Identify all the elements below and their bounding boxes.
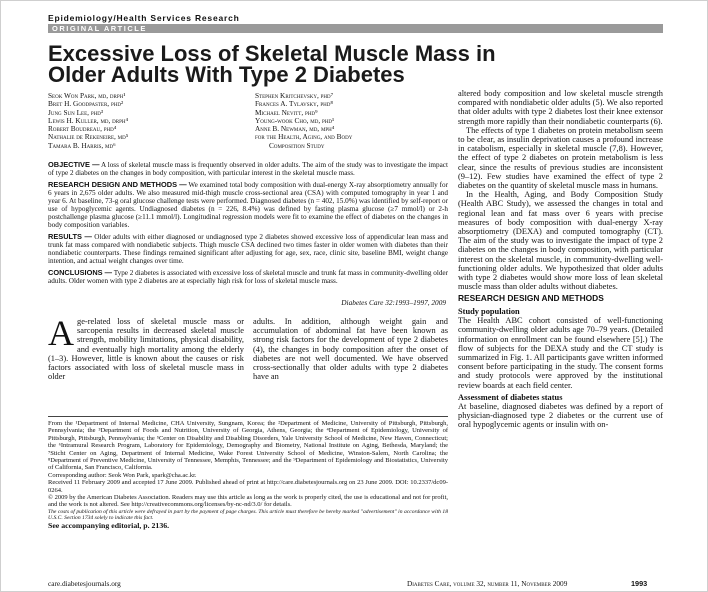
abstract-text: A loss of skeletal muscle mass is frequently observed in older adults. The aim of the study was to investigate the impact of type 2 diabetes on the changes in body composition, with particular interest in the skeletal muscle mass. [48,161,448,177]
article-type-bar [48,24,663,33]
journal-section-header: Epidemiology/Health Services Research [48,13,240,23]
footnotes [48,420,448,529]
paragraph: altered body composition and low skeletal muscle strength compared with nondiabetic older adults (5). We also reported that older adults with type 2 diabetes lost their knee extensor strength more rapidly than their nondiabetic counterparts (6). [458,89,663,126]
author: Frances A. Tylavsky, phd⁸ [255,99,333,109]
abstract-objective [48,161,448,177]
journal-url[interactable]: care.diabetesjournals.org [48,579,121,588]
author: Michael Nevitt, phd⁹ [255,107,318,117]
abstract-text: Older adults with either diagnosed or undiagnosed type 2 diabetes showed excessive loss of appendicular lean mass and trunk fat mass compared with nondiabetic subjects. Thigh muscle CSA declined two times faster in older women with diabetes than their nondiabetic counterparts. These findings remained significant after adjusting for age, sex, race, clinic site, baseline BMI, weight change intention, and actual weight changes over time. [48,233,448,265]
abstract-label: CONCLUSIONS — [48,268,113,277]
paragraph: In the Health, Aging, and Body Composition Study (Health ABC Study), we assessed the changes in total and regional lean and fat mass over 6 years with precise measures of body composition with dual-energy X-ray absorptiometry (DEXA) and computed tomography (CT). The aim of the study was to investigate the impact of type 2 diabetes on the changes in body composition, with particular interest on the skeletal muscle, in community-dwelling well-functioning older adults. We hypothesized that older adults with type 2 diabetes would show more loss of lean skeletal muscle mass than older adults without diabetes. [458,190,663,292]
abstract-label: RESEARCH DESIGN AND METHODS — [48,180,187,189]
author-list-left [48,92,128,150]
abstract-design [48,181,448,229]
abstract-conclusions [48,269,448,285]
drop-cap: A [48,313,74,353]
title-line-1: Excessive Loss of Skeletal Muscle Mass in [48,41,496,66]
article-type-label: ORIGINAL ARTICLE [52,24,147,33]
author: Jung Sun Lee, phd³ [48,107,104,117]
abstract-results [48,233,448,265]
paragraph: The effects of type 1 diabetes on protein metabolism seem to be clear, as insulin deprivation causes a profound increase in catabolism, especially in skeletal muscle (7,8). However, the effect of type 2 diabetes on protein metabolism is less clear, since the results of previous studies are inconsistent (9–12). Few studies have examined the effect of type 2 diabetes on the quantity of skeletal muscle mass in humans. [458,125,663,191]
article-title [48,43,663,85]
abstract-label: RESULTS — [48,232,92,241]
editorial-link[interactable]: See accompanying editorial, p. 2136. [48,520,170,530]
author: Lewis H. Kuller, md, drph⁴ [48,115,129,125]
affiliations: From the ¹Department of Internal Medicine, CHA University, Sungnam, Korea; the ²Department of Medicine, University of Pittsburgh, Pittsburgh, Pennsylvania; the ³Department of Foods and Nutrition, University of Georgia, Athens, Georgia; the ⁴Department of Epidemiology, University of Pittsburgh, Pittsburgh, Pennsylvania; the ⁵Center on Disability and Disabling Disorders, Yale University School of Medicine, New Haven, Connecticut; the ⁶Intramural Research Program, Laboratory for Epidemiology, Demography and Biometry, National Institute on Aging, Bethesda, Maryland; the ⁷Sticht Center on Aging, Department of Internal Medicine, Wake Forest University School of Medicine, Winston-Salem, North Carolina; the ⁸Department of Preventive Medicine, University of Tennessee, Memphis, Tennessee; and the ⁹Department of Epidemiology and Biostatistics, University of California, San Francisco, California. [48,420,448,472]
abstract-label: OBJECTIVE — [48,160,100,169]
author: Seok Won Park, md, drph¹ [48,91,126,100]
body-text: ge-related loss of skeletal muscle mass or sarcopenia results in decreased skeletal muscle strength, mobility limitations, physical disability, and eventually high mortality among the elderly (1–3). However, little is known about the causes or risk factors associated with loss of skeletal muscle mass in older [48,317,244,382]
received-dates: Received 11 February 2009 and accepted 17 June 2009. Published ahead of print at http://care.diabetesjournals.org on 23 June 2009. DOI: 10.2337/dc09-0264. [48,479,448,494]
copyright: © 2009 by the American Diabetes Association. Readers may use this article as long as the work is properly cited, the use is educational and not for profit, and the work is not altered. See http://creativecommons.org/licenses/by-nc-nd/3.0/ for details. [48,494,448,509]
abstract [48,161,448,289]
author: for the Health, Aging, and Body [255,132,353,142]
author: Stephen Kritchevsky, phd⁷ [255,91,334,100]
body-column-1 [48,313,244,382]
publication-costs: The costs of publication of this article were defrayed in part by the payment of page charges. This article must therefore be hereby marked "advertisement" in accordance with 18 U.S.C. Section 1734 solely to indicate this fact. [48,508,448,522]
footnote-divider [48,416,448,417]
page-number: 1993 [631,579,648,588]
subsection-heading: Study population [458,306,520,316]
author: Nathalie de Rekeneire, md⁵ [48,132,129,142]
author: Robert Boudreau, phd⁴ [48,124,117,134]
author: Anne B. Newman, md, mph⁴ [255,124,335,134]
paragraph: At baseline, diagnosed diabetes was defined by a report of physician-diagnosed type 2 diabetes or the current use of oral hypoglycemic agents or insulin with on- [458,402,663,430]
author-list-right [255,92,352,150]
author: Tamara B. Harris, md⁶ [48,140,116,150]
citation: Diabetes Care 32:1993–1997, 2009 [341,298,446,307]
corresponding-author: Corresponding author: Seok Won Park, spark@cha.ac.kr. [48,471,197,479]
author: Young-wook Cho, md, phd¹ [255,115,335,125]
abstract-text: We examined total body composition with dual-energy X-ray absorptiometry annually for 6 years in 2,675 older adults. We also measured mid-thigh muscle cross-sectional area (CSA) with computed tomography in year 1 and year 6. At baseline, 73-g oral glucose challenge tests were performed. Diagnosed diabetes (n = 402, 15.0%) was identified by self-report or use of hypoglycemic agents. Undiagnosed diabetes (n = 226, 8.4%) was defined by fasting plasma glucose (≥7 mmol/l) or 2-h postchallenge plasma glucose (≥11.1 mmol/l). Longitudinal regression models were fit to examine the effect of diabetes on the changes in body composition variables. [48,181,448,229]
right-column [458,89,663,430]
section-heading: RESEARCH DESIGN AND METHODS [458,293,604,304]
author: Bret H. Goodpaster, phd² [48,99,124,109]
title-line-2: Older Adults With Type 2 Diabetes [48,62,405,87]
abstract-text: Type 2 diabetes is associated with excessive loss of skeletal muscle and trunk fat mass in community-dwelling older adults. Older women with type 2 diabetes are at especially high risk for loss of skeletal muscle mass. [48,269,448,285]
paragraph: The Health ABC cohort consisted of well-functioning community-dwelling older adults age 70–79 years. (Detailed information on enrollment can be found elsewhere [5].) The flow of subjects for the DEXA study and the CT study is summarized in Fig. 1. All participants gave written informed consent before participating in the study. The consent forms and study protocols were approved by the institutional review boards at each field center. [458,316,663,390]
body-column-2: adults. In addition, although weight gain and accumulation of abdominal fat have been known as strong risk factors for the development of type 2 diabetes (4), the changes in body composition after the onset of diabetes are not well documented. We have observed cross-sectionally that older adults with type 2 diabetes have an [253,317,448,382]
author: Composition Study [269,140,325,150]
subsection-heading: Assessment of diabetes status [458,392,563,402]
journal-issue: Diabetes Care, volume 32, number 11, November 2009 [407,579,568,588]
